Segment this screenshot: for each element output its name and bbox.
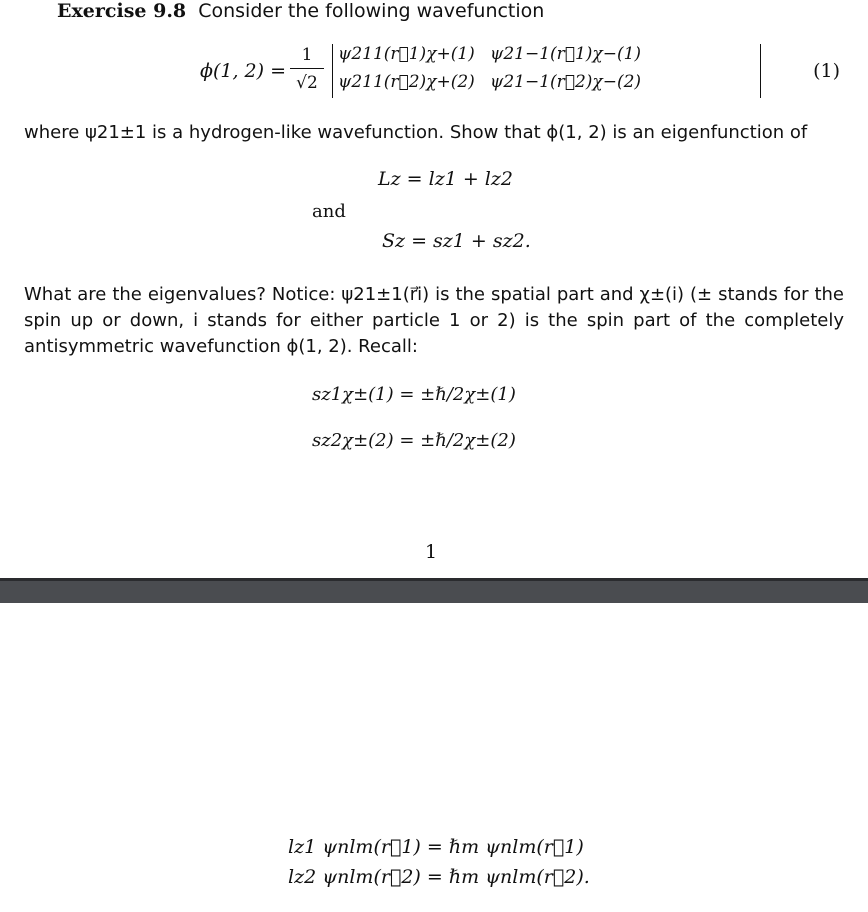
exercise-intro: Consider the following wavefunction	[198, 0, 545, 22]
note-equation-1: lz1 ψnlm(r⃗1) = ℏm ψnlm(r⃗1)	[288, 836, 584, 858]
fraction-bar	[290, 68, 324, 69]
determinant-r1c1: ψ211(r⃗1)χ+(1)	[338, 44, 475, 64]
determinant-row-1	[338, 44, 642, 64]
slater-determinant	[332, 42, 762, 100]
spin-relation-1	[312, 384, 552, 428]
determinant-r1c2: ψ21−1(r⃗1)χ−(1)	[490, 44, 642, 64]
note-equation-2: lz2 ψnlm(r⃗2) = ℏm ψnlm(r⃗2).	[288, 866, 590, 888]
page-number: 1	[425, 541, 438, 563]
paragraph-2: What are the eigenvalues? Notice: ψ21±1(r⃗i) is the spatial part and χ±(i) (± stands for the spin up or down, i stands for either particle 1 or 2) is the spin part of the completely antisymmetric wavefunction ϕ(1, 2). Recall:	[24, 284, 844, 357]
fraction-denominator: √2	[296, 73, 318, 93]
and-connector: and	[312, 201, 346, 222]
page-separator	[0, 578, 868, 603]
one-over-root-two	[290, 44, 324, 95]
equation-1	[200, 42, 760, 102]
equation-Lz: Lz = lz1 + lz2	[378, 168, 513, 190]
determinant-right-bar	[760, 44, 761, 98]
determinant-row-2	[338, 72, 642, 92]
spin-relation-2	[312, 430, 552, 474]
paragraph-1: where ψ21±1 is a hydrogen-like wavefunction. Show that ϕ(1, 2) is an eigenfunction of	[24, 122, 808, 143]
equation-1-number: (1)	[813, 60, 840, 82]
fraction-numerator: 1	[301, 45, 313, 65]
determinant-left-bar	[332, 44, 333, 98]
spin-relation-1-text: sz1χ±(1) = ±ℏ/2χ±(1)	[312, 384, 516, 405]
spin-relation-2-text: sz2χ±(2) = ±ℏ/2χ±(2)	[312, 430, 516, 451]
exercise-heading	[57, 0, 544, 22]
equation-Sz: Sz = sz1 + sz2.	[382, 230, 531, 252]
equation-1-lhs: ϕ(1, 2) =	[200, 60, 286, 82]
determinant-r2c1: ψ211(r⃗2)χ+(2)	[338, 72, 475, 92]
determinant-r2c2: ψ21−1(r⃗2)χ−(2)	[490, 72, 642, 92]
exercise-label: Exercise 9.8	[57, 0, 187, 22]
